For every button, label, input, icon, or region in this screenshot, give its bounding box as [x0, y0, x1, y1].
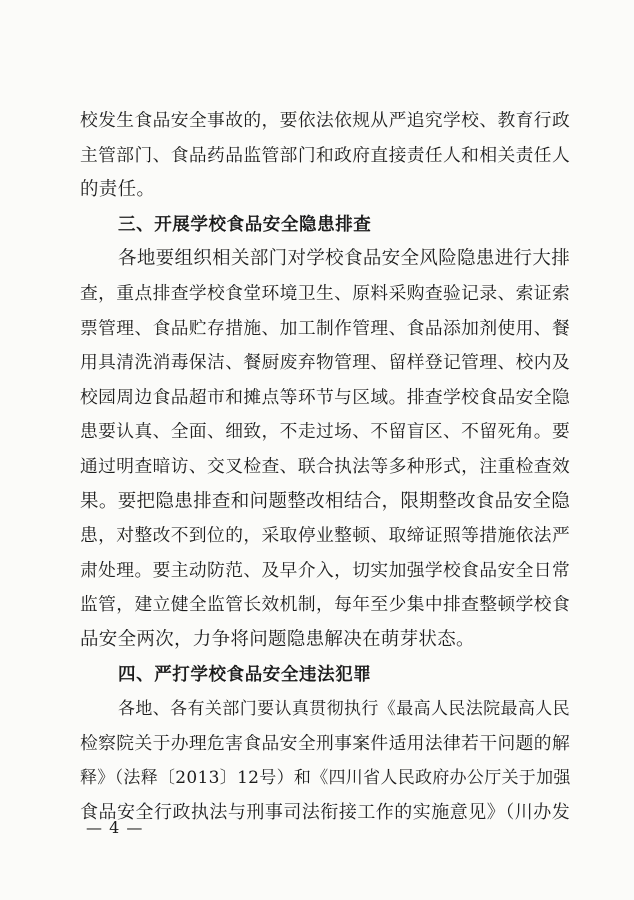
body-line: 患要认真、全面、细致，不走过场、不留盲区、不留死角。要: [80, 422, 570, 443]
body-line: 监管，建立健全监管长效机制，每年至少集中排查整顿学校食: [80, 595, 570, 616]
body-line: 查，重点排查学校食堂环境卫生、原料采购查验记录、索证索: [80, 283, 570, 304]
body-line: 检察院关于办理危害食品安全刑事案件适用法律若干问题的解: [80, 733, 570, 754]
body-line: 食品安全行政执法与刑事司法衔接工作的实施意见》（川办发: [80, 801, 570, 823]
document-body: [80, 104, 570, 830]
body-line: 释》（法释〔2013〕12号）和《四川省人民政府办公厅关于加强: [80, 768, 571, 789]
body-line: 各地要组织相关部门对学校食品安全风险隐患进行大排: [118, 248, 570, 270]
body-line: 各地、各有关部门要认真贯彻执行《最高人民法院最高人民: [118, 699, 570, 720]
body-line: 品安全两次，力争将问题隐患解决在萌芽状态。: [80, 628, 475, 650]
body-line: 患，对整改不到位的，采取停业整顿、取缔证照等措施依法严: [80, 526, 570, 547]
body-line: 肃处理。要主动防范、及早介入，切实加强学校食品安全日常: [80, 560, 570, 581]
body-line: 果。要把隐患排查和问题整改相结合，限期整改食品安全隐: [80, 490, 570, 512]
body-line: 校发生食品安全事故的，要依法依规从严追究学校、教育行政: [80, 111, 570, 131]
body-line: 通过明查暗访、交叉检查、联合执法等多种形式，注重检查效: [80, 456, 570, 477]
body-line: 主管部门、食品药品监管部门和政府直接责任人和相关责任人: [80, 145, 570, 166]
section-heading-3: 三、开展学校食品安全隐患排查: [118, 214, 372, 235]
body-line: 校园周边食品超市和摊点等环节与区域。排查学校食品安全隐: [80, 387, 570, 408]
body-line: 用具清洗消毒保洁、餐厨废弃物管理、留样登记管理、校内及: [80, 353, 570, 374]
body-line: 的责任。: [80, 179, 156, 201]
page-number: — 4 —: [86, 818, 144, 837]
section-heading-4: 四、严打学校食品安全违法犯罪: [118, 664, 372, 685]
body-line: 票管理、食品贮存措施、加工制作管理、食品添加剂使用、餐: [80, 318, 570, 339]
